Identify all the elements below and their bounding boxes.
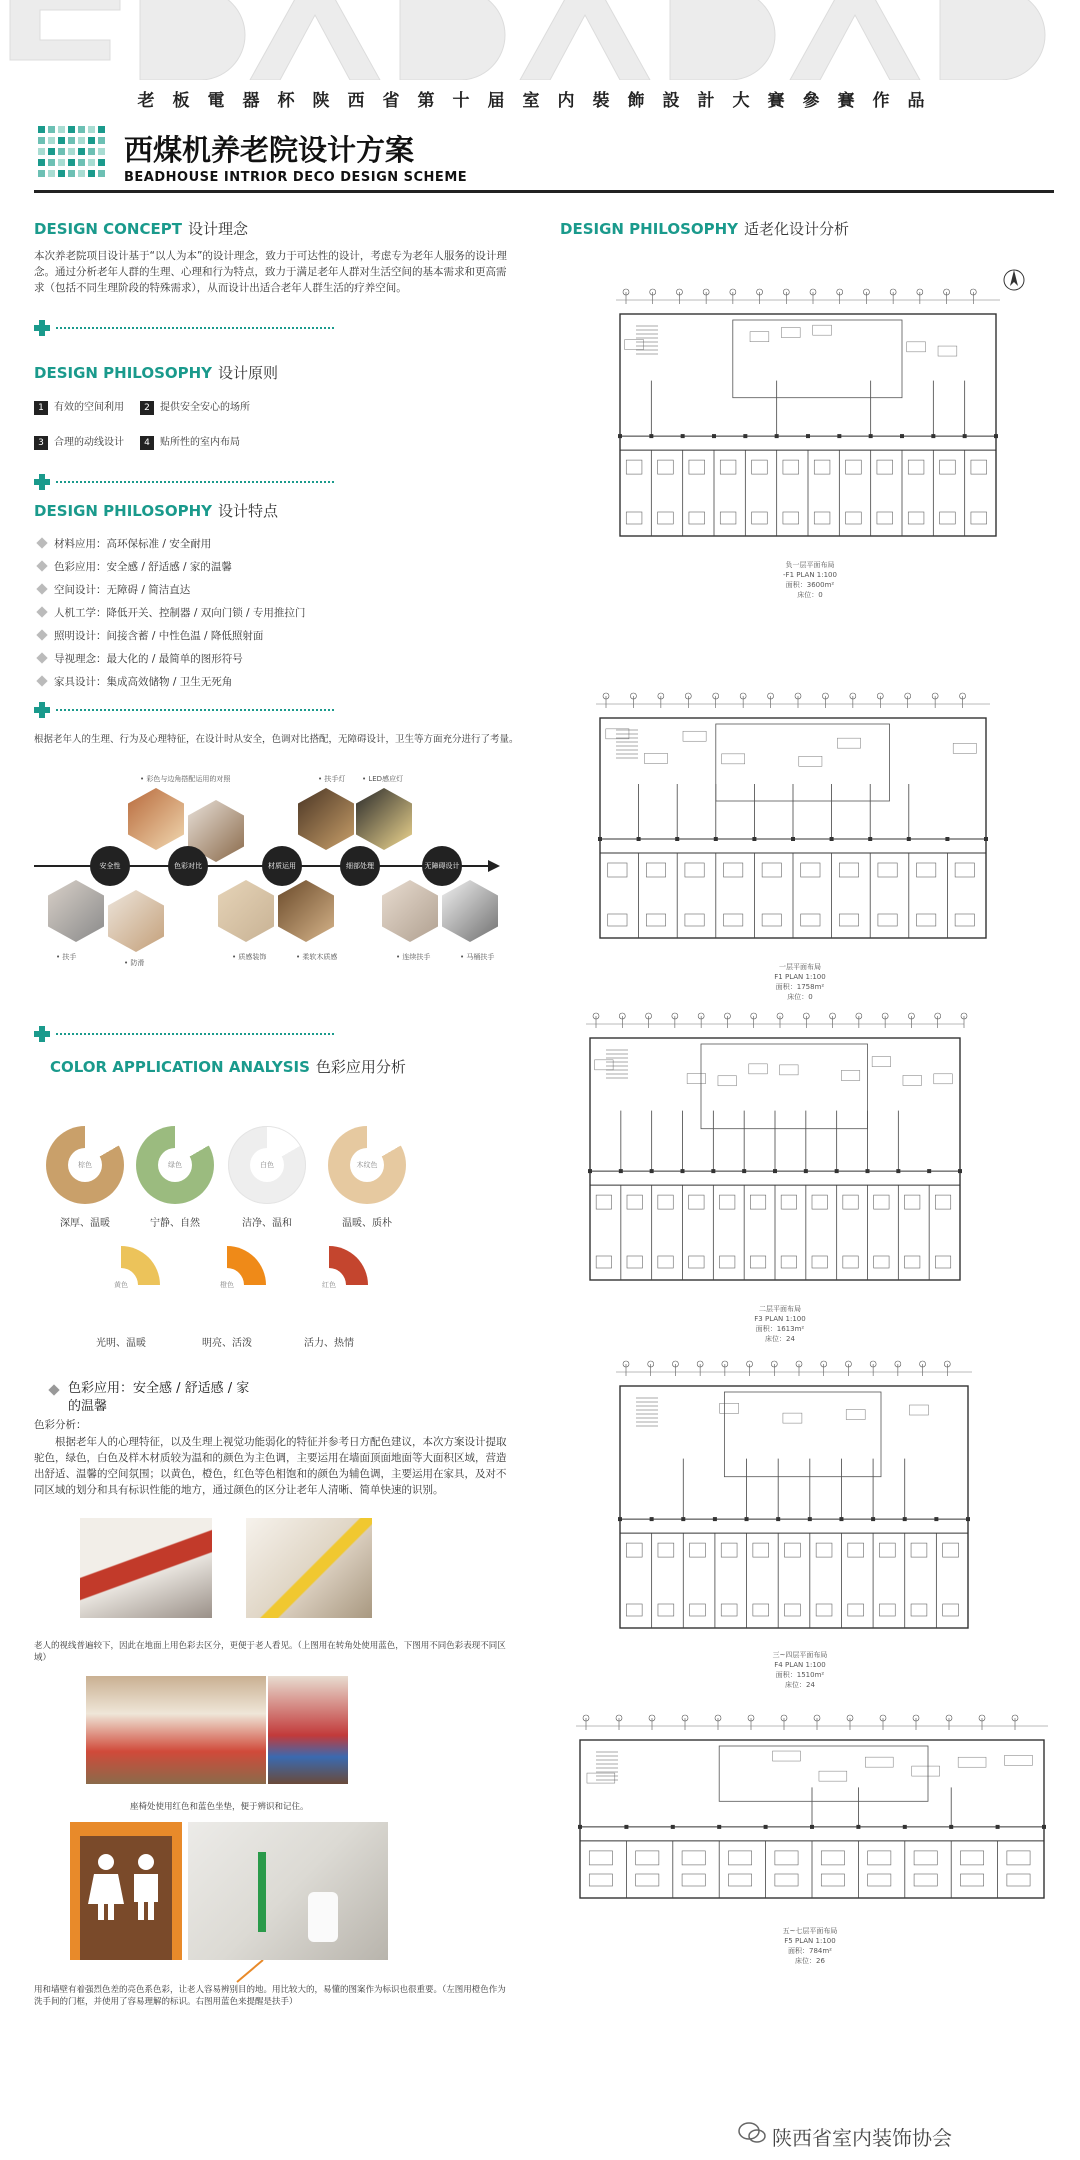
feature-item: 人机工学：降低开关、控制器 / 双向门锁 / 专用推拉门 bbox=[34, 605, 305, 620]
donut-label: 深厚、温暖 bbox=[60, 1218, 110, 1229]
photo-hex bbox=[218, 880, 274, 942]
donut-label: 光明、温暖 bbox=[96, 1338, 146, 1349]
header-rule bbox=[34, 190, 1054, 193]
section-divider bbox=[34, 474, 334, 490]
section-divider bbox=[34, 320, 334, 336]
competition-line: 老板電器杯陕西省第十届室内裝飾設計大賽參賽作品 bbox=[137, 91, 943, 111]
feature-item: 色彩应用：安全感 / 舒适感 / 家的温馨 bbox=[34, 559, 232, 574]
section-heading-features: DESIGN PHILOSOPHY 设计特点 bbox=[34, 502, 279, 520]
footer-org: 陕西省室内装饰协会 bbox=[772, 2126, 952, 2150]
interior-photo bbox=[268, 1676, 348, 1784]
photo-hex bbox=[108, 890, 164, 952]
photo-caption: 老人的视线普遍较下，因此在地面上用色彩去区分，更便于老人看见。（上图用在转角处使用蓝色，下图用不同色彩表现不同区域） bbox=[34, 1641, 506, 1663]
features-summary: 根据老年人的生理、行为及心理特征，在设计时从安全，色调对比搭配，无障碍设计，卫生等方面充分进行了考量。 bbox=[34, 734, 519, 745]
plan-caption: 五~七层平面布局 F5 PLAN 1:100 面积：784m² 床位：26 bbox=[782, 1927, 838, 1965]
timeline-caption: • 连续扶手 bbox=[396, 953, 431, 961]
principle-item: 1 有效的空间利用 bbox=[34, 398, 124, 415]
section-divider bbox=[34, 702, 334, 718]
photo-caption: 座椅处使用红色和蓝色坐垫，便于辨识和记住。 bbox=[130, 1802, 309, 1812]
photo-hex bbox=[442, 880, 498, 942]
photo-hex bbox=[356, 788, 412, 850]
section-heading-color: COLOR APPLICATION ANALYSIS 色彩应用分析 bbox=[50, 1058, 406, 1076]
principle-item: 3 合理的动线设计 bbox=[34, 433, 124, 450]
section-heading-plans: DESIGN PHILOSOPHY 适老化设计分析 bbox=[560, 220, 850, 238]
feature-item: 材料应用：高环保标准 / 安全耐用 bbox=[34, 536, 211, 551]
floor-plan bbox=[576, 690, 1010, 958]
photo-hex bbox=[382, 880, 438, 942]
color-donut: 木纹色 bbox=[328, 1126, 406, 1204]
page-subtitle: BEADHOUSE INTRIOR DECO DESIGN SCHEME bbox=[124, 170, 468, 185]
feature-item: 空间设计：无障碍 / 简洁直达 bbox=[34, 582, 190, 597]
color-analysis-text: 根据老年人的心理特征，以及生理上视觉功能弱化的特征并参考日方配色建议，本次方案设计提取驼色，绿色，白色及样木材质较为温和的颜色为主色调，主要运用在墙面顶面地面等大面积区域，营造出舒适、温馨的空间氛围；以黄色，橙色，红色等色相饱和的颜色为辅色调，主要运用在家具，及对不同区域的划分和具有标识性能的地方，通过颜色的区分让老年人清晰、简单快速的识别。 bbox=[34, 1436, 507, 1496]
interior-photo bbox=[86, 1676, 266, 1784]
photo-caption: 用和墙壁有着强烈色差的亮色系色彩，让老人容易辨别目的地。用比较大的，易懂的图案作为标识也很重要。（左图用橙色作为洗手间的门框，并使用了容易理解的标识。右图用蓝色来提醒是扶手） bbox=[34, 1985, 506, 2007]
timeline-node: 无障碍设计 bbox=[422, 846, 462, 886]
concept-text: 本次养老院项目设计基于“以人为本”的设计理念，致力于可达性的设计，考虑专为老年人服务的设计理念。通过分析老年人群的生理、心理和行为特点，致力于满足老年人群对生活空间的基本需求和更高需求（包括不同生理阶段的特殊需求），从而设计出适合老年人群生活的疗养空间。 bbox=[34, 250, 507, 294]
color-donut: 白色 bbox=[228, 1126, 306, 1204]
plan-caption: 三~四层平面布局 F4 PLAN 1:100 面积：1510m² 床位：24 bbox=[772, 1651, 828, 1689]
timeline-arrow-icon bbox=[488, 860, 500, 872]
timeline-caption: • 扶手 bbox=[56, 953, 77, 961]
timeline-node: 材质运用 bbox=[262, 846, 302, 886]
feature-item: 照明设计：间接含蓄 / 中性色温 / 降低照射面 bbox=[34, 628, 263, 643]
timeline-node: 安全性 bbox=[90, 846, 130, 886]
donut-label: 温暖、质朴 bbox=[342, 1218, 392, 1229]
restroom-sign-icon bbox=[84, 1852, 168, 1922]
principle-item: 4 贴所性的室内布局 bbox=[140, 433, 240, 450]
floor-plan bbox=[556, 1712, 1068, 1918]
bullet-icon bbox=[48, 1384, 59, 1395]
color-analysis-title: 色彩分析： bbox=[34, 1419, 87, 1431]
donut-label: 宁静、自然 bbox=[150, 1218, 200, 1229]
caption-pointer-icon bbox=[235, 1960, 265, 1984]
timeline-caption: • 马桶扶手 bbox=[460, 953, 495, 961]
color-application-title: 色彩应用：安全感 / 舒适感 / 家的温馨 bbox=[68, 1381, 250, 1414]
timeline-node: 色彩对比 bbox=[168, 846, 208, 886]
photo-hex bbox=[278, 880, 334, 942]
timeline-caption: • LED感应灯 bbox=[362, 775, 404, 783]
plan-caption: 负一层平面布局 -F1 PLAN 1:100 面积：3600m² 床位：0 bbox=[783, 561, 837, 599]
interior-photo bbox=[80, 1518, 212, 1618]
wechat-icon bbox=[738, 2120, 766, 2146]
feature-item: 导视理念：最大化的 / 最简单的图形符号 bbox=[34, 651, 243, 666]
color-donut: 黄色 bbox=[82, 1246, 160, 1324]
section-heading-principles: DESIGN PHILOSOPHY 设计原则 bbox=[34, 364, 279, 382]
section-heading-concept: DESIGN CONCEPT 设计理念 bbox=[34, 220, 248, 238]
photo-hex bbox=[128, 788, 184, 850]
restroom-door-photo bbox=[70, 1822, 182, 1960]
floor-plan bbox=[596, 286, 1020, 556]
floor-plan bbox=[596, 1358, 992, 1648]
floor-plan bbox=[566, 1010, 984, 1300]
plan-caption: 二层平面布局 F3 PLAN 1:100 面积：1613m² 床位：24 bbox=[754, 1305, 806, 1343]
photo-hex bbox=[298, 788, 354, 850]
decorative-letter-banner bbox=[0, 0, 1080, 80]
timeline-caption: • 彩色与边角搭配运用的对照 bbox=[140, 775, 231, 783]
section-divider bbox=[34, 1026, 334, 1042]
timeline-caption: • 柔软木质感 bbox=[296, 953, 338, 961]
timeline-node: 细部处理 bbox=[340, 846, 380, 886]
timeline-caption: • 质感装饰 bbox=[232, 953, 267, 961]
top-banner bbox=[0, 0, 1080, 80]
color-donut: 棕色 bbox=[46, 1126, 124, 1204]
plan-caption: 一层平面布局 F1 PLAN 1:100 面积：1758m² 床位：0 bbox=[774, 963, 826, 1001]
restroom-interior-photo bbox=[188, 1822, 388, 1960]
interior-photo bbox=[246, 1518, 372, 1618]
principle-item: 2 提供安全安心的场所 bbox=[140, 398, 250, 415]
color-donut: 红色 bbox=[290, 1246, 368, 1324]
donut-label: 洁净、温和 bbox=[242, 1218, 292, 1229]
photo-hex bbox=[48, 880, 104, 942]
feature-item: 家具设计：集成高效储物 / 卫生无死角 bbox=[34, 674, 232, 689]
donut-label: 明亮、活泼 bbox=[202, 1338, 252, 1349]
color-donut: 绿色 bbox=[136, 1126, 214, 1204]
page-title: 西煤机养老院设计方案 bbox=[124, 133, 415, 167]
color-donut: 橙色 bbox=[188, 1246, 266, 1324]
donut-label: 活力、热情 bbox=[304, 1338, 354, 1349]
dot-grid-logo-icon bbox=[34, 122, 112, 184]
timeline-caption: • 扶手灯 bbox=[318, 775, 346, 783]
timeline-caption: • 防滑 bbox=[124, 959, 145, 967]
